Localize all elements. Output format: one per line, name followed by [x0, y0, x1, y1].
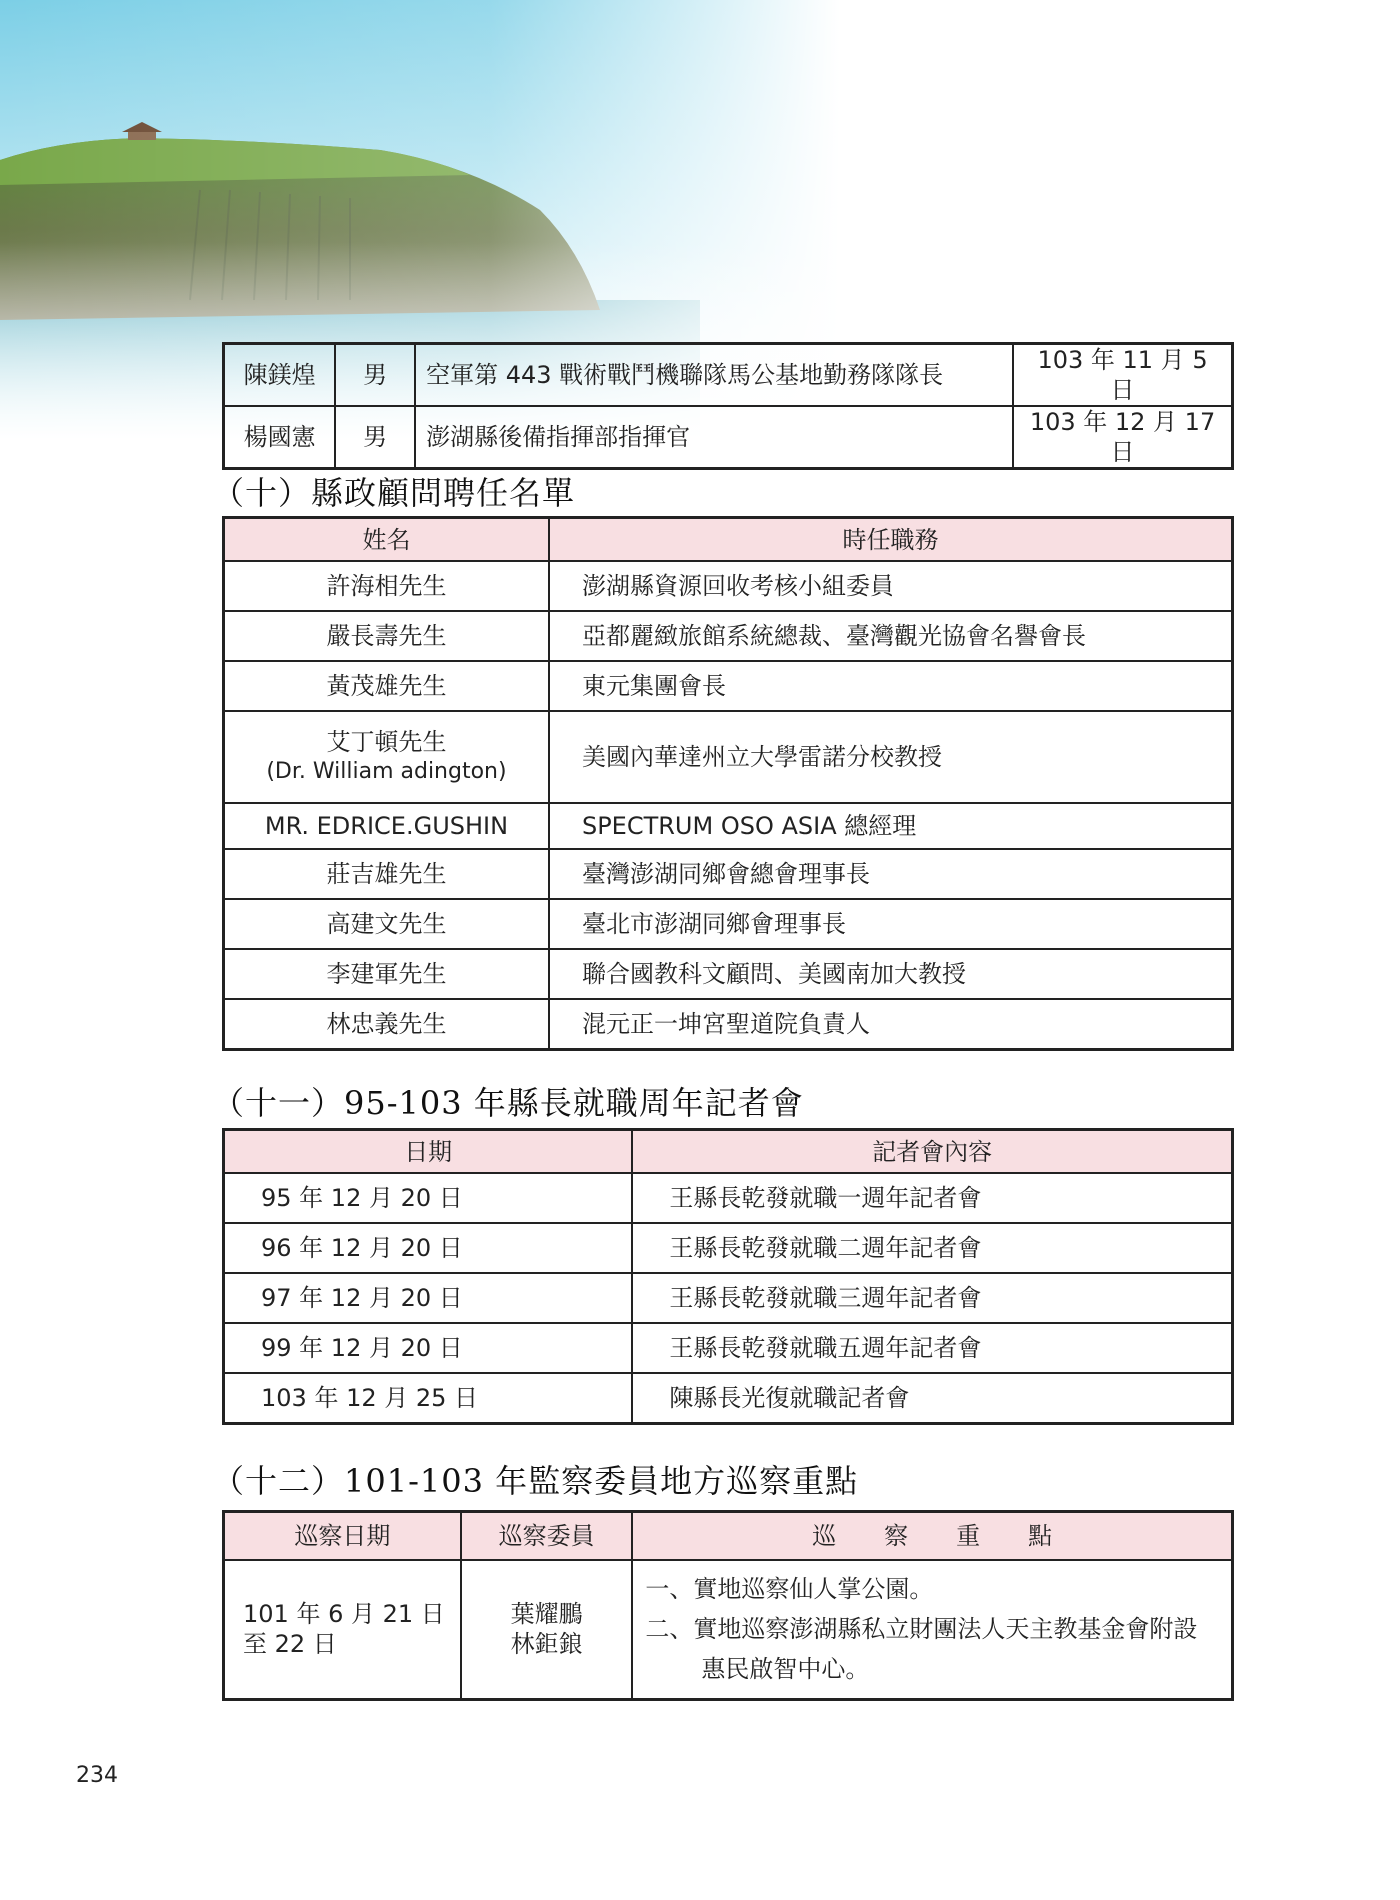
inspection-members-cell: [461, 1560, 632, 1700]
conference-date: 103 年 12 月 25 日: [224, 1373, 633, 1423]
table-row: [224, 1373, 1233, 1423]
focus-item: 一、實地巡察仙人掌公園。: [645, 1575, 934, 1604]
advisor-position: 混元正一坤宮聖道院負責人: [549, 999, 1233, 1049]
conference-date: 99 年 12 月 20 日: [224, 1323, 633, 1373]
officials-table: [222, 342, 1234, 470]
section-title-advisors: （十）縣政顧問聘任名單: [212, 474, 576, 512]
conference-content: 王縣長乾發就職二週年記者會: [632, 1223, 1232, 1273]
advisor-name: 黃茂雄先生: [224, 661, 549, 711]
inspection-focus-cell: [632, 1560, 1232, 1700]
official-gender: 男: [335, 344, 415, 407]
official-date: 103 年 11 月 5 日: [1013, 344, 1232, 407]
table-row: [224, 1173, 1233, 1223]
advisor-name: 嚴長壽先生: [224, 611, 549, 661]
focus-item: 二、實地巡察澎湖縣私立財團法人天主教基金會附設惠民啟智中心。: [645, 1615, 1198, 1684]
advisor-position: SPECTRUM OSO ASIA 總經理: [549, 803, 1233, 849]
inspection-date-start: 101 年 6 月 21 日: [243, 1600, 445, 1629]
official-gender: 男: [335, 406, 415, 469]
table-row: [224, 849, 1233, 899]
table-row: [224, 803, 1233, 849]
table-row: [224, 999, 1233, 1049]
official-name: 陳鎂煌: [224, 344, 336, 407]
table-header-row: [224, 1512, 1233, 1560]
inspection-table: [222, 1510, 1234, 1701]
column-header-name: 姓名: [224, 518, 549, 562]
column-header-members: 巡察委員: [461, 1512, 632, 1560]
table-row: [224, 899, 1233, 949]
table-row: [224, 661, 1233, 711]
column-header-position: 時任職務: [549, 518, 1233, 562]
page-number: 234: [76, 1763, 118, 1788]
advisor-name: MR. EDRICE.GUSHIN: [224, 803, 549, 849]
advisor-position: 東元集團會長: [549, 661, 1233, 711]
inspection-member: 林鉅鋃: [510, 1630, 583, 1659]
advisor-name: 莊吉雄先生: [224, 849, 549, 899]
advisor-name-cell: [224, 711, 549, 803]
table-row: [224, 1223, 1233, 1273]
advisors-table: [222, 516, 1234, 1051]
conference-content: 王縣長乾發就職五週年記者會: [632, 1323, 1232, 1373]
table-row: [224, 1323, 1233, 1373]
table-row: [224, 344, 1233, 407]
advisor-position: 聯合國教科文顧問、美國南加大教授: [549, 949, 1233, 999]
official-title: 澎湖縣後備指揮部指揮官: [415, 406, 1013, 469]
conference-date: 95 年 12 月 20 日: [224, 1173, 633, 1223]
focus-list: [645, 1569, 1213, 1689]
table-header-row: [224, 518, 1233, 562]
advisor-name: 許海相先生: [224, 561, 549, 611]
column-header-date: 日期: [224, 1130, 633, 1174]
table-row: [224, 561, 1233, 611]
conference-content: 王縣長乾發就職一週年記者會: [632, 1173, 1232, 1223]
column-header-inspection-date: 巡察日期: [224, 1512, 461, 1560]
advisor-position: 澎湖縣資源回收考核小組委員: [549, 561, 1233, 611]
advisor-position: 臺北市澎湖同鄉會理事長: [549, 899, 1233, 949]
table-row: [224, 611, 1233, 661]
column-header-content: 記者會內容: [632, 1130, 1232, 1174]
official-name: 楊國憲: [224, 406, 336, 469]
conference-content: 王縣長乾發就職三週年記者會: [632, 1273, 1232, 1323]
table-row: [224, 1273, 1233, 1323]
official-title: 空軍第 443 戰術戰鬥機聯隊馬公基地勤務隊隊長: [415, 344, 1013, 407]
conference-content: 陳縣長光復就職記者會: [632, 1373, 1232, 1423]
inspection-date-end: 至 22 日: [243, 1630, 337, 1659]
advisor-position: 臺灣澎湖同鄉會總會理事長: [549, 849, 1233, 899]
conference-date: 96 年 12 月 20 日: [224, 1223, 633, 1273]
advisor-name: 艾丁頓先生: [326, 728, 447, 756]
press-conference-table: [222, 1128, 1234, 1425]
section-title-press-conferences: （十一）95-103 年縣長就職周年記者會: [212, 1084, 804, 1122]
advisor-position: 美國內華達州立大學雷諾分校教授: [549, 711, 1233, 803]
column-header-focus: 巡 察 重 點: [632, 1512, 1232, 1560]
table-row: [224, 406, 1233, 469]
table-row: [224, 1560, 1233, 1700]
official-date: 103 年 12 月 17 日: [1013, 406, 1232, 469]
advisor-name: 李建軍先生: [224, 949, 549, 999]
inspection-date-cell: [224, 1560, 461, 1700]
advisor-position: 亞都麗緻旅館系統總裁、臺灣觀光協會名譽會長: [549, 611, 1233, 661]
conference-date: 97 年 12 月 20 日: [224, 1273, 633, 1323]
table-header-row: [224, 1130, 1233, 1174]
inspection-member: 葉耀鵬: [510, 1600, 583, 1629]
advisor-name: 高建文先生: [224, 899, 549, 949]
table-row: [224, 711, 1233, 803]
advisor-name: 林忠義先生: [224, 999, 549, 1049]
advisor-name-english: (Dr. William adington): [266, 759, 507, 784]
table-row: [224, 949, 1233, 999]
section-title-inspections: （十二）101-103 年監察委員地方巡察重點: [212, 1462, 859, 1500]
